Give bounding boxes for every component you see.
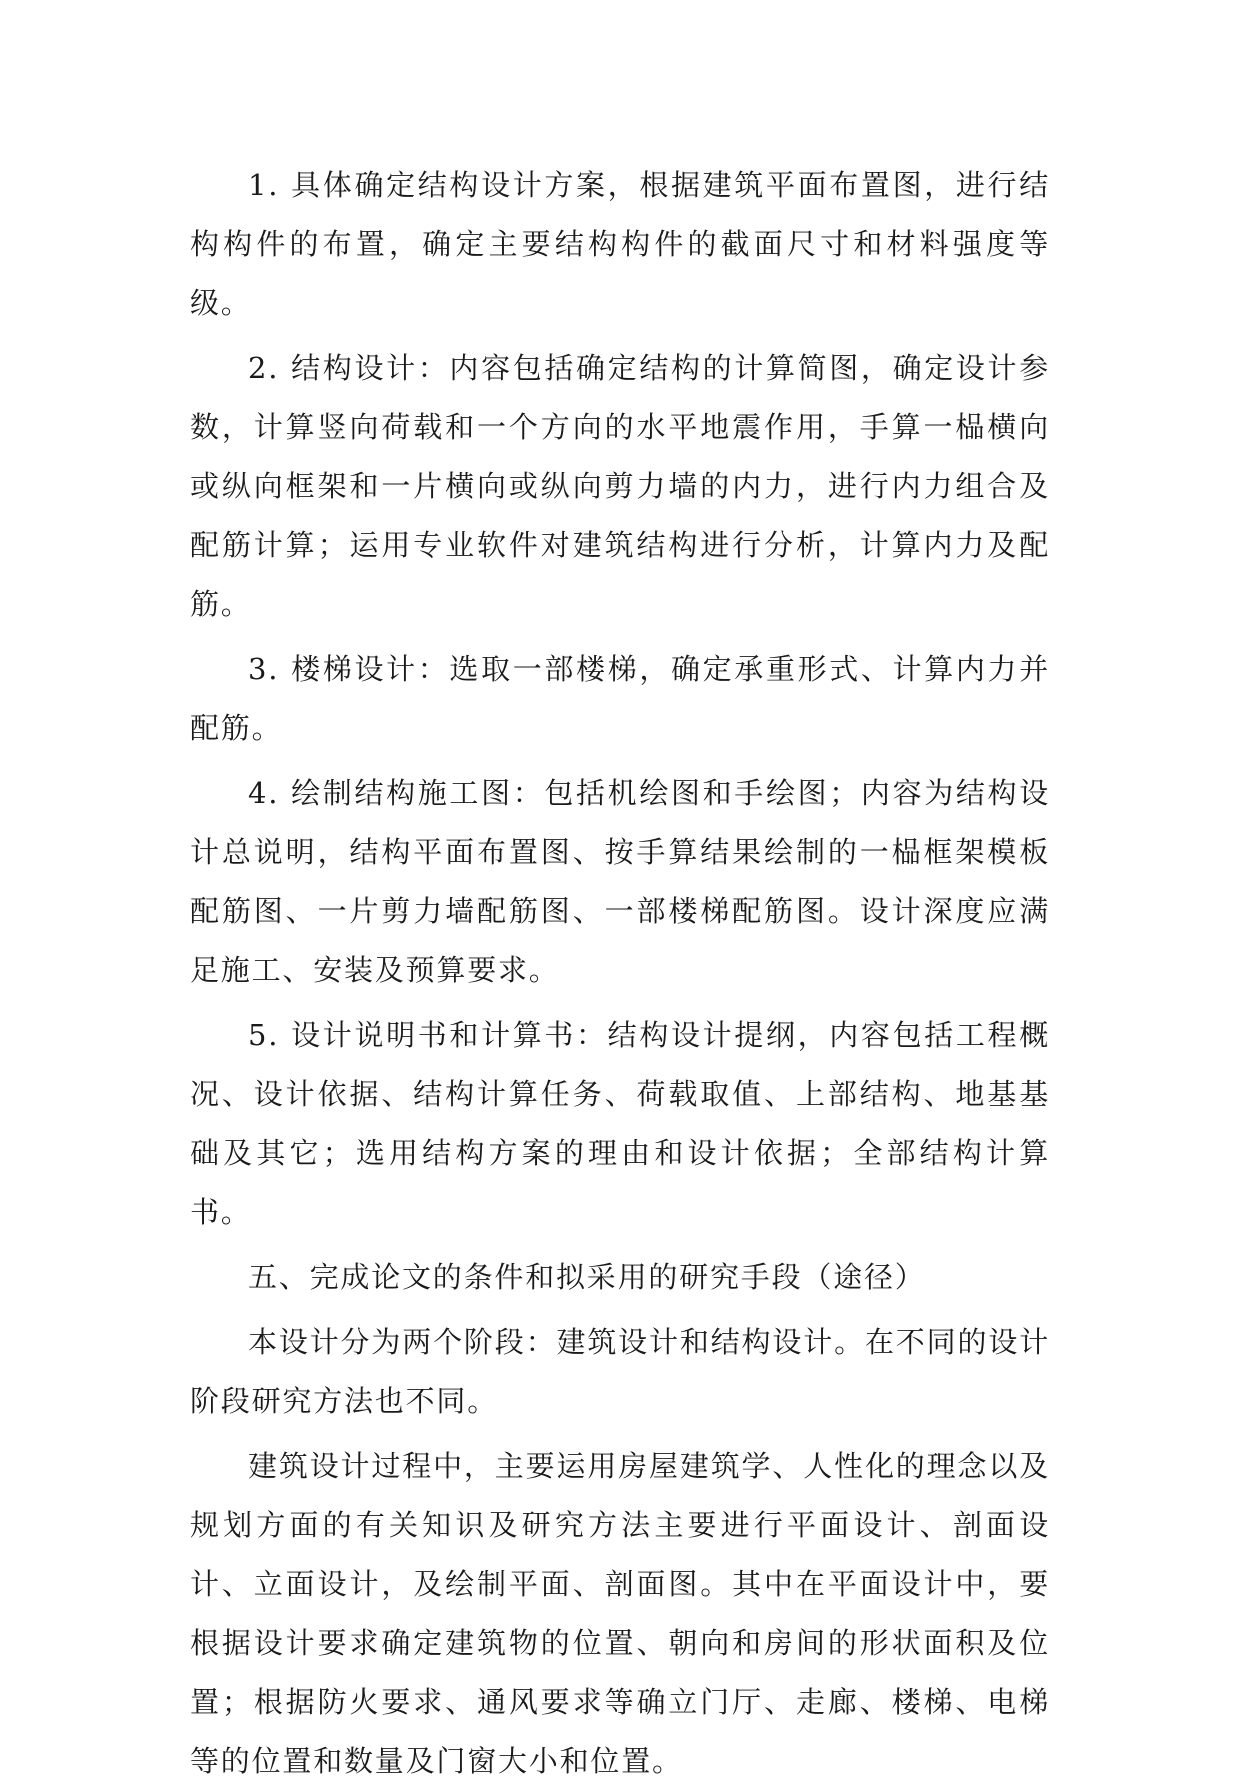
paragraph-item-3: 3. 楼梯设计：选取一部楼梯，确定承重形式、计算内力并配筋。 — [190, 652, 1050, 745]
paragraph-item-5: 5. 设计说明书和计算书：结构设计提纲，内容包括工程概况、设计依据、结构计算任务、荷载取值、上部结构、地基基础及其它；选用结构方案的理由和设计依据；全部结构计算书。 — [190, 1018, 1050, 1229]
paragraph-architectural-design: 建筑设计过程中，主要运用房屋建筑学、人性化的理念以及规划方面的有关知识及研究方法主要进行平面设计、剖面设计、立面设计，及绘制平面、剖面图。其中在平面设计中，要根据设计要求确定建筑物的位置、朝向和房间的形状面积及位置；根据防火要求、通风要求等确立门厅、走廊、楼梯、电梯等的位置和数量及门窗大小和位置。 — [190, 1449, 1050, 1778]
section-heading: 五、完成论文的条件和拟采用的研究手段（途径） — [248, 1260, 926, 1294]
paragraph-intro: 本设计分为两个阶段：建筑设计和结构设计。在不同的设计阶段研究方法也不同。 — [190, 1325, 1050, 1418]
paragraph-item-2: 2. 结构设计：内容包括确定结构的计算简图，确定设计参数，计算竖向荷载和一个方向的水平地震作用，手算一榀横向或纵向框架和一片横向或纵向剪力墙的内力，进行内力组合及配筋计算；运用专业软件对建筑结构进行分析，计算内力及配筋。 — [190, 351, 1050, 621]
paragraph-item-1: 1. 具体确定结构设计方案，根据建筑平面布置图，进行结构构件的布置，确定主要结构构件的截面尺寸和材料强度等级。 — [190, 168, 1050, 320]
paragraph-item-4: 4. 绘制结构施工图：包括机绘图和手绘图；内容为结构设计总说明，结构平面布置图、按手算结果绘制的一榀框架模板配筋图、一片剪力墙配筋图、一部楼梯配筋图。设计深度应满足施工、安装及预算要求。 — [190, 776, 1050, 987]
document-body — [190, 156, 1050, 1791]
